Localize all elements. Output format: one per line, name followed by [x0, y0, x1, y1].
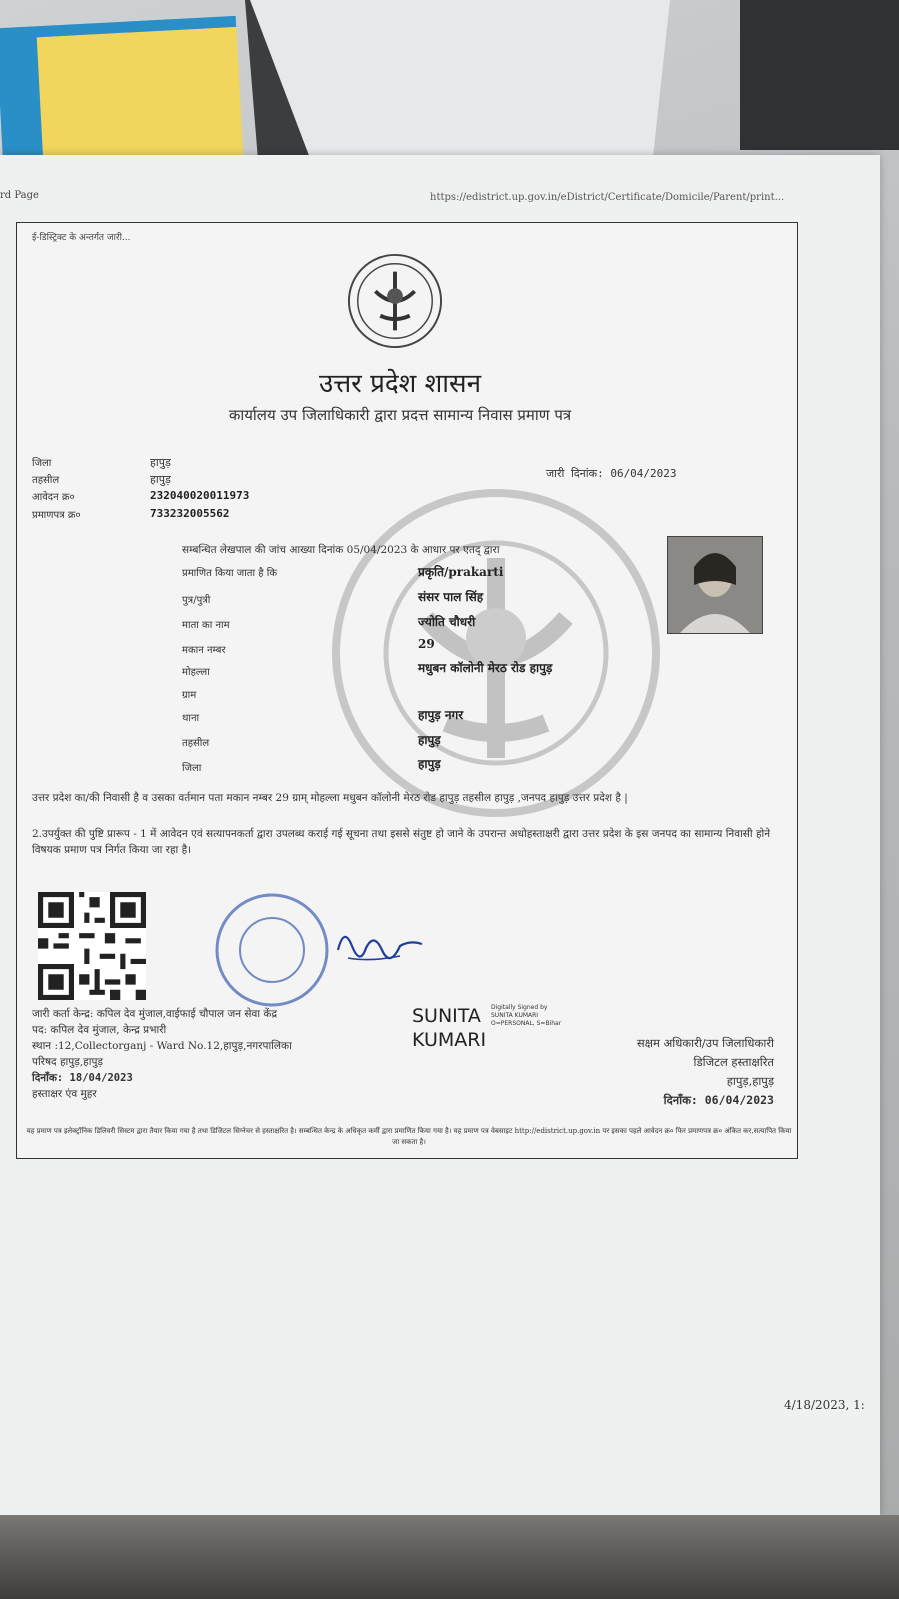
watermark-seal-icon [316, 488, 676, 818]
tehsil-label: तहसील [32, 475, 60, 486]
detail-label: जिला [182, 763, 202, 774]
detail-label: थाना [182, 713, 200, 724]
detail-value-locality: मधुबन कॉलोनी मेरठ रोड हापुड़ [418, 661, 553, 675]
certificate-number: 733232005562 [150, 507, 230, 520]
dark-case [740, 0, 899, 150]
digital-signature-info [491, 1004, 561, 1028]
resident-paragraph: उत्तर प्रदेश का/की निवासी है व उसका वर्तमान पता मकान नम्बर 29 ग्राम् मोहल्ला मधुबन कॉलोनी मेरठ रोड हापुड़ तहसील हापुड़ ,जनपद हापुड़ उत्तर प्रदेश है | [32, 792, 628, 804]
district-label: जिला [32, 458, 52, 469]
certificate-title: उत्तर प्रदेश शासन [318, 369, 482, 399]
authority-title: सक्षम अधिकारी/उप जिलाधिकारी [636, 1036, 774, 1050]
print-header-left: rd Page [0, 190, 39, 201]
issuer-centre: जारी कर्ता केन्द्र: कपिल देव मुंजाल,वाईफाई चौपाल जन सेवा केंद्र [32, 1008, 278, 1020]
application-number: 232040020011973 [150, 489, 250, 502]
certificate-number-label: प्रमाणपत्र क्र० [32, 510, 81, 521]
digital-sign-line: Digitally Signed by [491, 1004, 548, 1011]
detail-value-name: प्रकृति/prakarti [418, 565, 504, 579]
issuer-post: पद: कपिल देव मुंजाल, केन्द्र प्रभारी [32, 1024, 167, 1036]
authority-date: दिनाँक: 06/04/2023 [663, 1093, 774, 1107]
detail-label: मकान नम्बर [182, 645, 226, 656]
detail-value-tehsil: हापुड़ [418, 733, 441, 747]
issuer-place-2: परिषद हापुड़,हापुड़ [32, 1056, 104, 1068]
detail-label: मोहल्ला [182, 667, 210, 678]
detail-value-mother: ज्योति चौधरी [418, 615, 476, 629]
ecert-note: ई-डिस्ट्रिक्ट के अन्तर्गत जारी... [32, 233, 131, 243]
detail-label: माता का नाम [182, 620, 230, 631]
issue-date: जारी दिनांक: 06/04/2023 [546, 467, 677, 480]
applicant-photo [667, 536, 763, 634]
district-value: हापुड़ [150, 456, 171, 469]
detail-label: प्रमाणित किया जाता है कि [182, 568, 278, 579]
detail-value-police-station: हापुड़ नगर [418, 708, 464, 722]
detail-value-parent: संसर पाल सिंह [418, 590, 484, 604]
issuer-sign-label: हस्ताक्षर एंव मुहर [32, 1088, 97, 1100]
print-timestamp: 4/18/2023, 1: [784, 1398, 865, 1412]
plastic-folder [250, 0, 670, 155]
digital-sign-line: SUNITA KUMARI [491, 1012, 539, 1019]
detail-value-house: 29 [418, 637, 435, 651]
confirmation-paragraph: 2.उपर्युक्त की पुष्टि प्रारूप - 1 में आवेदन एवं सत्यापनकर्ता द्वारा उपलब्ध कराई गई सूचना तथा इससे संतुष्ट हो जाने के उपरान्त अधोहस्ताक्षरी द्वारा उत्तर प्रदेश के इस जनपद का सामान्य निवासी होने विषयक प्रमाण पत्र निर्गत किया जा रहा है। [32, 828, 771, 856]
digital-sign-line: O=PERSONAL, S=Bihar [491, 1020, 562, 1027]
signer-name [412, 1004, 486, 1052]
table-surface [0, 1515, 899, 1599]
issuer-date: दिनाँक: 18/04/2023 [32, 1072, 133, 1084]
detail-label: पुत्र/पुत्री [182, 595, 211, 606]
issuer-block [32, 1006, 292, 1102]
application-label: आवेदन क्र० [32, 492, 75, 503]
up-emblem-icon [346, 252, 444, 350]
csc-stamp-icon [210, 890, 340, 1008]
certificate-footer: यह प्रमाण पत्र इलेक्ट्रॉनिक डिलिवरी सिस्टम द्वारा तैयार किया गया है तथा डिजिटल सिग्नेचर से हस्ताक्षरित है। सम्बन्धित केन्द्र के अधिकृत कर्मी द्वारा प्रमाणित किया गया है। यह प्रमाण पत्र वेबसाइट http://edistrict.up.gov.in पर इसका पहले आवेदन क्र० फिर प्रमाणपत्र क्र० अंकित कर,सत्यापित किया जा सकता है। [26, 1127, 792, 1146]
qr-code-icon [38, 892, 146, 1000]
issuer-place: स्थान :12,Collectorganj - Ward No.12,हापुड़,नगरपालिका [32, 1040, 292, 1052]
detail-label: ग्राम [182, 690, 197, 701]
tehsil-value: हापुड़ [150, 473, 171, 486]
authority-place: हापुड़,हापुड़ [726, 1074, 774, 1088]
signer-name-line2: KUMARI [412, 1029, 487, 1051]
authority-block [600, 1034, 774, 1110]
verification-text: सम्बन्धित लेखपाल की जांच आख्या दिनांक 05/04/2023 के आधार पर एतद् द्वारा [182, 544, 500, 556]
handwritten-signature [330, 920, 430, 970]
signer-name-line1: SUNITA [412, 1005, 481, 1027]
booklet-inner [37, 27, 244, 167]
detail-value-district: हापुड़ [418, 757, 441, 771]
authority-digital: डिजिटल हस्ताक्षरित [693, 1055, 774, 1069]
applicant-portrait-icon [668, 537, 762, 633]
certificate-subtitle: कार्यालय उप जिलाधिकारी द्वारा प्रदत्त सामान्य निवास प्रमाण पत्र [228, 406, 572, 424]
detail-label: तहसील [182, 738, 210, 749]
print-header-url: https://edistrict.up.gov.in/eDistrict/Certificate/Domicile/Parent/print... [430, 192, 785, 203]
